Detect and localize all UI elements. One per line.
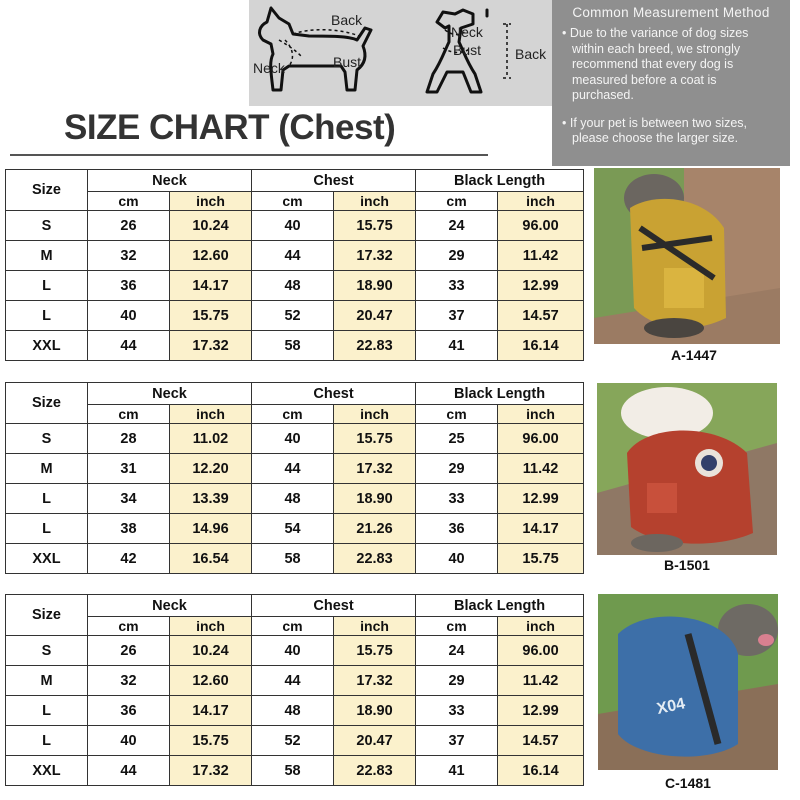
cell-chest-inch: 20.47 bbox=[334, 301, 416, 331]
product-code-c: C-1481 bbox=[665, 775, 711, 791]
header-inch: inch bbox=[334, 192, 416, 211]
product-code-b: B-1501 bbox=[664, 557, 710, 573]
cell-length-inch: 96.00 bbox=[498, 636, 584, 666]
cell-neck-inch: 12.60 bbox=[170, 241, 252, 271]
cell-length-cm: 25 bbox=[416, 424, 498, 454]
cell-length-inch: 11.42 bbox=[498, 666, 584, 696]
cell-size: S bbox=[6, 424, 88, 454]
header-cm: cm bbox=[416, 617, 498, 636]
table-row bbox=[6, 666, 584, 696]
cell-length-inch: 14.17 bbox=[498, 514, 584, 544]
cell-length-cm: 33 bbox=[416, 696, 498, 726]
cell-chest-cm: 48 bbox=[252, 271, 334, 301]
cell-neck-cm: 26 bbox=[88, 636, 170, 666]
page-title: SIZE CHART (Chest) bbox=[64, 108, 396, 147]
cell-size: M bbox=[6, 666, 88, 696]
cell-length-inch: 12.99 bbox=[498, 271, 584, 301]
header-chest: Chest bbox=[252, 595, 416, 617]
cell-length-inch: 12.99 bbox=[498, 696, 584, 726]
cell-chest-inch: 21.26 bbox=[334, 514, 416, 544]
cell-size: L bbox=[6, 484, 88, 514]
cell-neck-inch: 14.17 bbox=[170, 271, 252, 301]
cell-size: L bbox=[6, 696, 88, 726]
cell-neck-inch: 13.39 bbox=[170, 484, 252, 514]
cell-size: L bbox=[6, 726, 88, 756]
header-cm: cm bbox=[252, 617, 334, 636]
cell-neck-inch: 15.75 bbox=[170, 301, 252, 331]
product-photo-a bbox=[594, 168, 780, 344]
cell-length-inch: 96.00 bbox=[498, 424, 584, 454]
cell-size: L bbox=[6, 301, 88, 331]
header-length: Black Length bbox=[416, 595, 584, 617]
table-row bbox=[6, 301, 584, 331]
cell-chest-inch: 17.32 bbox=[334, 241, 416, 271]
table-row bbox=[6, 241, 584, 271]
table-row bbox=[6, 424, 584, 454]
cell-length-inch: 12.99 bbox=[498, 484, 584, 514]
header-neck: Neck bbox=[88, 383, 252, 405]
cell-neck-cm: 44 bbox=[88, 331, 170, 361]
table-row bbox=[6, 211, 584, 241]
header-inch: inch bbox=[498, 192, 584, 211]
cell-chest-cm: 40 bbox=[252, 424, 334, 454]
diagram-label-neck: Neck bbox=[253, 60, 285, 76]
cell-neck-cm: 40 bbox=[88, 301, 170, 331]
cell-length-inch: 16.14 bbox=[498, 756, 584, 786]
table-row bbox=[6, 484, 584, 514]
header-length: Black Length bbox=[416, 383, 584, 405]
cell-neck-cm: 36 bbox=[88, 696, 170, 726]
cell-neck-cm: 32 bbox=[88, 666, 170, 696]
diagram-front-label-back: Back bbox=[515, 46, 547, 62]
cell-chest-inch: 15.75 bbox=[334, 424, 416, 454]
cell-size: XXL bbox=[6, 756, 88, 786]
cell-chest-inch: 17.32 bbox=[334, 454, 416, 484]
cell-neck-cm: 38 bbox=[88, 514, 170, 544]
measurement-method-panel bbox=[552, 0, 790, 166]
cell-neck-cm: 42 bbox=[88, 544, 170, 574]
header-size: Size bbox=[6, 170, 88, 211]
table-row bbox=[6, 544, 584, 574]
cell-chest-cm: 44 bbox=[252, 241, 334, 271]
cell-chest-inch: 18.90 bbox=[334, 484, 416, 514]
cell-neck-inch: 14.17 bbox=[170, 696, 252, 726]
cell-chest-cm: 58 bbox=[252, 331, 334, 361]
cell-chest-cm: 58 bbox=[252, 544, 334, 574]
size-table-b bbox=[5, 382, 584, 574]
cell-size: S bbox=[6, 211, 88, 241]
table-row bbox=[6, 636, 584, 666]
header-cm: cm bbox=[88, 617, 170, 636]
product-photo-c bbox=[598, 594, 778, 770]
cell-neck-cm: 26 bbox=[88, 211, 170, 241]
cell-length-cm: 36 bbox=[416, 514, 498, 544]
cell-chest-inch: 22.83 bbox=[334, 756, 416, 786]
measurement-diagram bbox=[249, 0, 552, 106]
header-inch: inch bbox=[334, 405, 416, 424]
cell-length-inch: 11.42 bbox=[498, 241, 584, 271]
cell-size: M bbox=[6, 241, 88, 271]
header-cm: cm bbox=[416, 192, 498, 211]
cell-length-inch: 15.75 bbox=[498, 544, 584, 574]
cell-length-inch: 16.14 bbox=[498, 331, 584, 361]
cell-neck-inch: 14.96 bbox=[170, 514, 252, 544]
size-table-a bbox=[5, 169, 584, 361]
cell-chest-cm: 40 bbox=[252, 636, 334, 666]
cell-size: M bbox=[6, 454, 88, 484]
svg-text:X04: X04 bbox=[655, 695, 687, 718]
diagram-label-bust: Bust bbox=[333, 54, 362, 70]
table-row bbox=[6, 726, 584, 756]
header-cm: cm bbox=[252, 192, 334, 211]
header-inch: inch bbox=[498, 617, 584, 636]
cell-length-cm: 29 bbox=[416, 454, 498, 484]
diagram-front-label-neck: Neck bbox=[451, 24, 483, 40]
cell-size: XXL bbox=[6, 544, 88, 574]
cell-chest-cm: 58 bbox=[252, 756, 334, 786]
header-cm: cm bbox=[88, 192, 170, 211]
cell-length-cm: 33 bbox=[416, 484, 498, 514]
cell-neck-inch: 10.24 bbox=[170, 211, 252, 241]
product-photo-b bbox=[597, 383, 777, 555]
header-chest: Chest bbox=[252, 170, 416, 192]
cell-chest-inch: 18.90 bbox=[334, 271, 416, 301]
cell-chest-cm: 44 bbox=[252, 666, 334, 696]
table-row bbox=[6, 331, 584, 361]
header-size: Size bbox=[6, 383, 88, 424]
cell-chest-cm: 52 bbox=[252, 726, 334, 756]
cell-chest-cm: 54 bbox=[252, 514, 334, 544]
method-paragraph-between-sizes: • If your pet is between two sizes, please choose the larger size. bbox=[562, 115, 748, 145]
cell-chest-cm: 48 bbox=[252, 484, 334, 514]
cell-length-cm: 29 bbox=[416, 666, 498, 696]
cell-neck-inch: 10.24 bbox=[170, 636, 252, 666]
method-title: Common Measurement Method bbox=[572, 5, 770, 20]
cell-chest-cm: 48 bbox=[252, 696, 334, 726]
cell-neck-inch: 12.20 bbox=[170, 454, 252, 484]
size-table-c bbox=[5, 594, 584, 786]
diagram-front-label-bust: Bust bbox=[453, 42, 482, 58]
cell-neck-inch: 17.32 bbox=[170, 756, 252, 786]
cell-chest-inch: 15.75 bbox=[334, 211, 416, 241]
cell-chest-inch: 22.83 bbox=[334, 331, 416, 361]
cell-size: XXL bbox=[6, 331, 88, 361]
cell-length-cm: 40 bbox=[416, 544, 498, 574]
cell-length-cm: 24 bbox=[416, 636, 498, 666]
cell-length-cm: 24 bbox=[416, 211, 498, 241]
diagram-label-back: Back bbox=[331, 12, 363, 28]
header-cm: cm bbox=[88, 405, 170, 424]
dog-outline-illustration bbox=[249, 0, 552, 106]
header-neck: Neck bbox=[88, 595, 252, 617]
cell-neck-cm: 44 bbox=[88, 756, 170, 786]
cell-neck-cm: 36 bbox=[88, 271, 170, 301]
cell-length-cm: 33 bbox=[416, 271, 498, 301]
cell-length-cm: 41 bbox=[416, 331, 498, 361]
cell-length-inch: 14.57 bbox=[498, 726, 584, 756]
header-size: Size bbox=[6, 595, 88, 636]
header-inch: inch bbox=[170, 192, 252, 211]
cell-size: S bbox=[6, 636, 88, 666]
cell-neck-cm: 40 bbox=[88, 726, 170, 756]
cell-chest-inch: 17.32 bbox=[334, 666, 416, 696]
cell-chest-inch: 15.75 bbox=[334, 636, 416, 666]
cell-length-cm: 41 bbox=[416, 756, 498, 786]
header-chest: Chest bbox=[252, 383, 416, 405]
cell-neck-cm: 34 bbox=[88, 484, 170, 514]
table-row bbox=[6, 271, 584, 301]
cell-neck-inch: 12.60 bbox=[170, 666, 252, 696]
cell-neck-cm: 31 bbox=[88, 454, 170, 484]
cell-neck-cm: 32 bbox=[88, 241, 170, 271]
table-row bbox=[6, 454, 584, 484]
header-inch: inch bbox=[498, 405, 584, 424]
cell-chest-cm: 44 bbox=[252, 454, 334, 484]
cell-length-inch: 14.57 bbox=[498, 301, 584, 331]
cell-neck-inch: 17.32 bbox=[170, 331, 252, 361]
cell-length-inch: 11.42 bbox=[498, 454, 584, 484]
cell-size: L bbox=[6, 271, 88, 301]
cell-length-cm: 29 bbox=[416, 241, 498, 271]
header-inch: inch bbox=[334, 617, 416, 636]
table-row bbox=[6, 514, 584, 544]
cell-length-cm: 37 bbox=[416, 301, 498, 331]
cell-neck-inch: 15.75 bbox=[170, 726, 252, 756]
cell-chest-inch: 18.90 bbox=[334, 696, 416, 726]
method-paragraph-variance: • Due to the variance of dog sizes within each breed, we strongly recommend that every dog is measured before a coat is purchased. bbox=[562, 26, 749, 102]
cell-size: L bbox=[6, 514, 88, 544]
cell-length-inch: 96.00 bbox=[498, 211, 584, 241]
header-cm: cm bbox=[252, 405, 334, 424]
title-underline bbox=[10, 154, 488, 156]
header-length: Black Length bbox=[416, 170, 584, 192]
header-cm: cm bbox=[416, 405, 498, 424]
cell-neck-inch: 16.54 bbox=[170, 544, 252, 574]
cell-chest-inch: 20.47 bbox=[334, 726, 416, 756]
table-row bbox=[6, 696, 584, 726]
cell-neck-cm: 28 bbox=[88, 424, 170, 454]
product-code-a: A-1447 bbox=[671, 347, 717, 363]
header-neck: Neck bbox=[88, 170, 252, 192]
header-inch: inch bbox=[170, 405, 252, 424]
cell-neck-inch: 11.02 bbox=[170, 424, 252, 454]
cell-chest-cm: 52 bbox=[252, 301, 334, 331]
cell-chest-inch: 22.83 bbox=[334, 544, 416, 574]
cell-length-cm: 37 bbox=[416, 726, 498, 756]
header-inch: inch bbox=[170, 617, 252, 636]
table-row bbox=[6, 756, 584, 786]
cell-chest-cm: 40 bbox=[252, 211, 334, 241]
